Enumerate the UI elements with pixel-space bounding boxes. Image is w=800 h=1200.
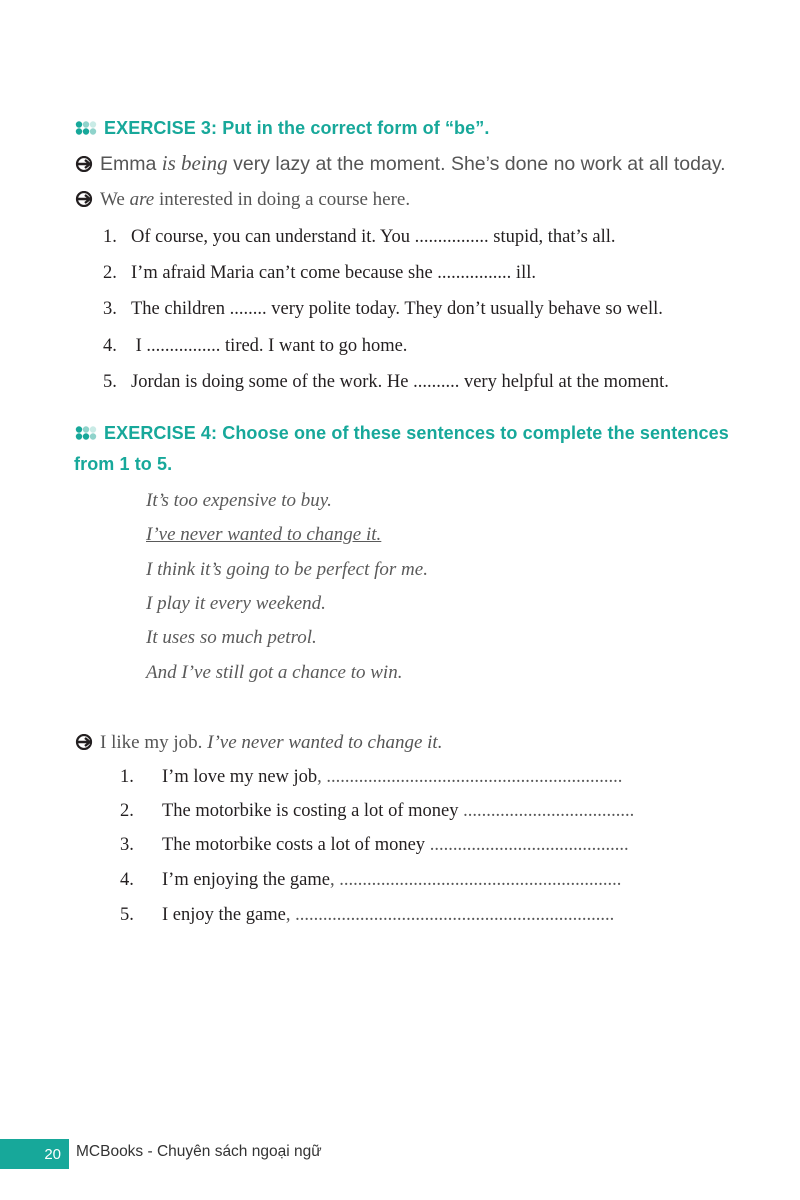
exercise-4-item: 5. I enjoy the game, ..................................................................... [120, 905, 615, 925]
arrow-bullet-icon [74, 156, 94, 172]
option-sentence: I play it every weekend. [146, 593, 326, 614]
exercise-4-heading [74, 423, 729, 444]
example-answer: is being [161, 151, 228, 175]
example-answer: are [129, 189, 155, 210]
exercise-4-heading-text: EXERCISE 4: Choose one of these sentences to complete the sentences [104, 423, 729, 443]
exercise-3-item: 4. I ................ tired. I want to go home. [103, 336, 408, 356]
publisher-footer: MCBooks - Chuyên sách ngoại ngữ [76, 1143, 322, 1160]
option-sentence: It’s too expensive to buy. [146, 490, 332, 511]
flower-bullet-icon [74, 121, 98, 135]
exercise-3-heading-text: EXERCISE 3: Put in the correct form of “be”. [104, 118, 490, 138]
arrow-bullet-icon [74, 734, 94, 750]
option-sentence: It uses so much petrol. [146, 627, 317, 648]
exercise-3-heading [74, 118, 489, 139]
exercise-3-example-1: Emma is being very lazy at the moment. She’s done no work at all today. [74, 151, 726, 176]
exercise-3-item: 2. I’m afraid Maria can’t come because she ................ ill. [103, 263, 536, 283]
example-answer: I’ve never wanted to change it. [207, 732, 443, 753]
arrow-bullet-icon [74, 191, 94, 207]
exercise-3-example-2: We are interested in doing a course here. [74, 189, 410, 211]
exercise-4-item: 2. The motorbike is costing a lot of money ..................................... [120, 801, 635, 821]
exercise-4-item: 4. I’m enjoying the game, ............................................................. [120, 870, 622, 890]
exercise-4-item: 1. I’m love my new job, ................................................................ [120, 767, 623, 787]
exercise-4-item: 3. The motorbike costs a lot of money ........................................... [120, 835, 629, 855]
flower-bullet-icon [74, 426, 98, 440]
option-sentence: I think it’s going to be perfect for me. [146, 559, 428, 580]
exercise-4-example: I like my job. I’ve never wanted to change it. [74, 732, 442, 754]
page-number: 20 [44, 1145, 61, 1163]
exercise-3-item: 5. Jordan is doing some of the work. He .......... very helpful at the moment. [103, 372, 669, 392]
option-sentence: And I’ve still got a chance to win. [146, 662, 403, 683]
exercise-3-item: 1. Of course, you can understand it. You ................ stupid, that’s all. [103, 227, 616, 247]
exercise-4-heading-line-2: from 1 to 5. [74, 454, 173, 474]
exercise-3-item: 3. The children ........ very polite today. They don’t usually behave so well. [103, 299, 663, 319]
option-sentence-underlined: I’ve never wanted to change it. [146, 524, 382, 545]
page-number-badge [0, 1139, 69, 1169]
